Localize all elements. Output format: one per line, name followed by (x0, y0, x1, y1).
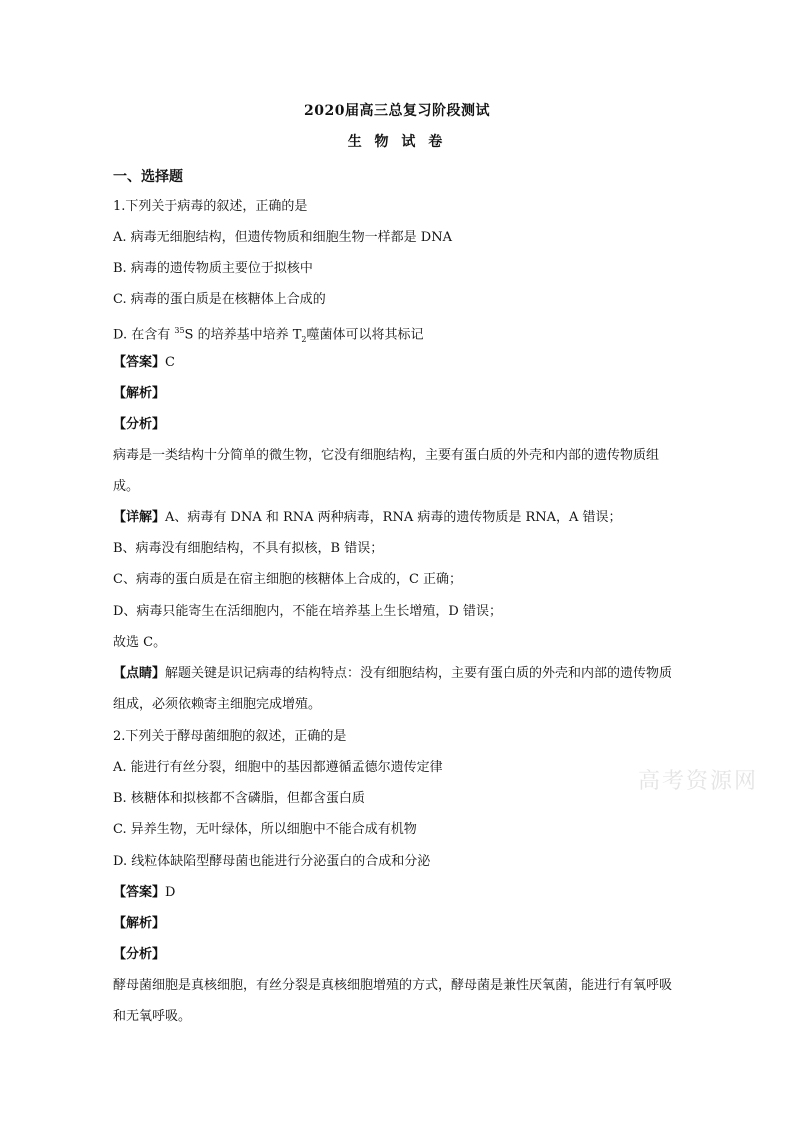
question-1-fenxi-label: 【分析】 (113, 417, 166, 432)
question-2-fenxi-label: 【分析】 (113, 947, 166, 962)
question-1-answer: 【答案】C (113, 355, 175, 370)
exam-title: 2020届高三总复习阶段测试 (304, 103, 490, 119)
question-2-stem: 2.下列关于酵母菌细胞的叙述，正确的是 (113, 729, 347, 744)
question-1-option-a: A. 病毒无细胞结构，但遗传物质和细胞生物一样都是 DNA (113, 230, 452, 245)
question-1-stem: 1.下列关于病毒的叙述，正确的是 (113, 199, 308, 214)
question-2-analysis-label: 【解析】 (113, 916, 166, 931)
section-heading: 一、选择题 (113, 169, 183, 185)
question-1-fenxi-text: 病毒是一类结构十分简单的微生物，它没有细胞结构，主要有蛋白质的外壳和内部的遗传物质组成。 (113, 448, 660, 494)
question-1-option-b: B. 病毒的遗传物质主要位于拟核中 (113, 261, 313, 276)
question-2-option-b: B. 核糖体和拟核都不含磷脂，但都含蛋白质 (113, 791, 365, 806)
question-1-point: 【点睛】解题关键是识记病毒的结构特点：没有细胞结构，主要有蛋白质的外壳和内部的遗传物质组成，必须依赖寄主细胞完成增殖。 (113, 666, 673, 712)
question-2-fenxi-text: 酵母菌细胞是真核细胞，有丝分裂是真核细胞增殖的方式，酵母菌是兼性厌氧菌，能进行有氧呼吸和无氧呼吸。 (113, 978, 673, 1024)
question-1-detail-a: 【详解】A、病毒有 DNA 和 RNA 两种病毒，RNA 病毒的遗传物质是 RNA，A 错误； (113, 510, 622, 525)
watermark: 高考资源网 (638, 769, 759, 794)
question-2-answer: 【答案】D (113, 885, 176, 900)
question-1-detail-c: C、病毒的蛋白质是在宿主细胞的核糖体上合成的，C 正确； (113, 572, 463, 587)
question-1-analysis-label: 【解析】 (113, 386, 166, 401)
question-1-detail-d: D、病毒只能寄生在活细胞内，不能在培养基上生长增殖，D 错误； (113, 604, 502, 619)
exam-subtitle: 生 物 试 卷 (347, 134, 447, 150)
question-1-detail-b: B、病毒没有细胞结构，不具有拟核，B 错误； (113, 541, 384, 556)
question-2-option-d: D. 线粒体缺陷型酵母菌也能进行分泌蛋白的合成和分泌 (113, 854, 431, 869)
question-2-option-a: A. 能进行有丝分裂，细胞中的基因都遵循孟德尔遗传定律 (113, 760, 443, 775)
question-2-option-c: C. 异养生物，无叶绿体，所以细胞中不能合成有机物 (113, 822, 417, 837)
question-1-option-d: D. 在含有 $^{35}$S 的培养基中培养 $T_2$噬菌体可以将其标记 (113, 326, 424, 344)
question-1-option-c: C. 病毒的蛋白质是在核糖体上合成的 (113, 292, 326, 307)
question-1-conclusion: 故选 C。 (113, 635, 167, 650)
